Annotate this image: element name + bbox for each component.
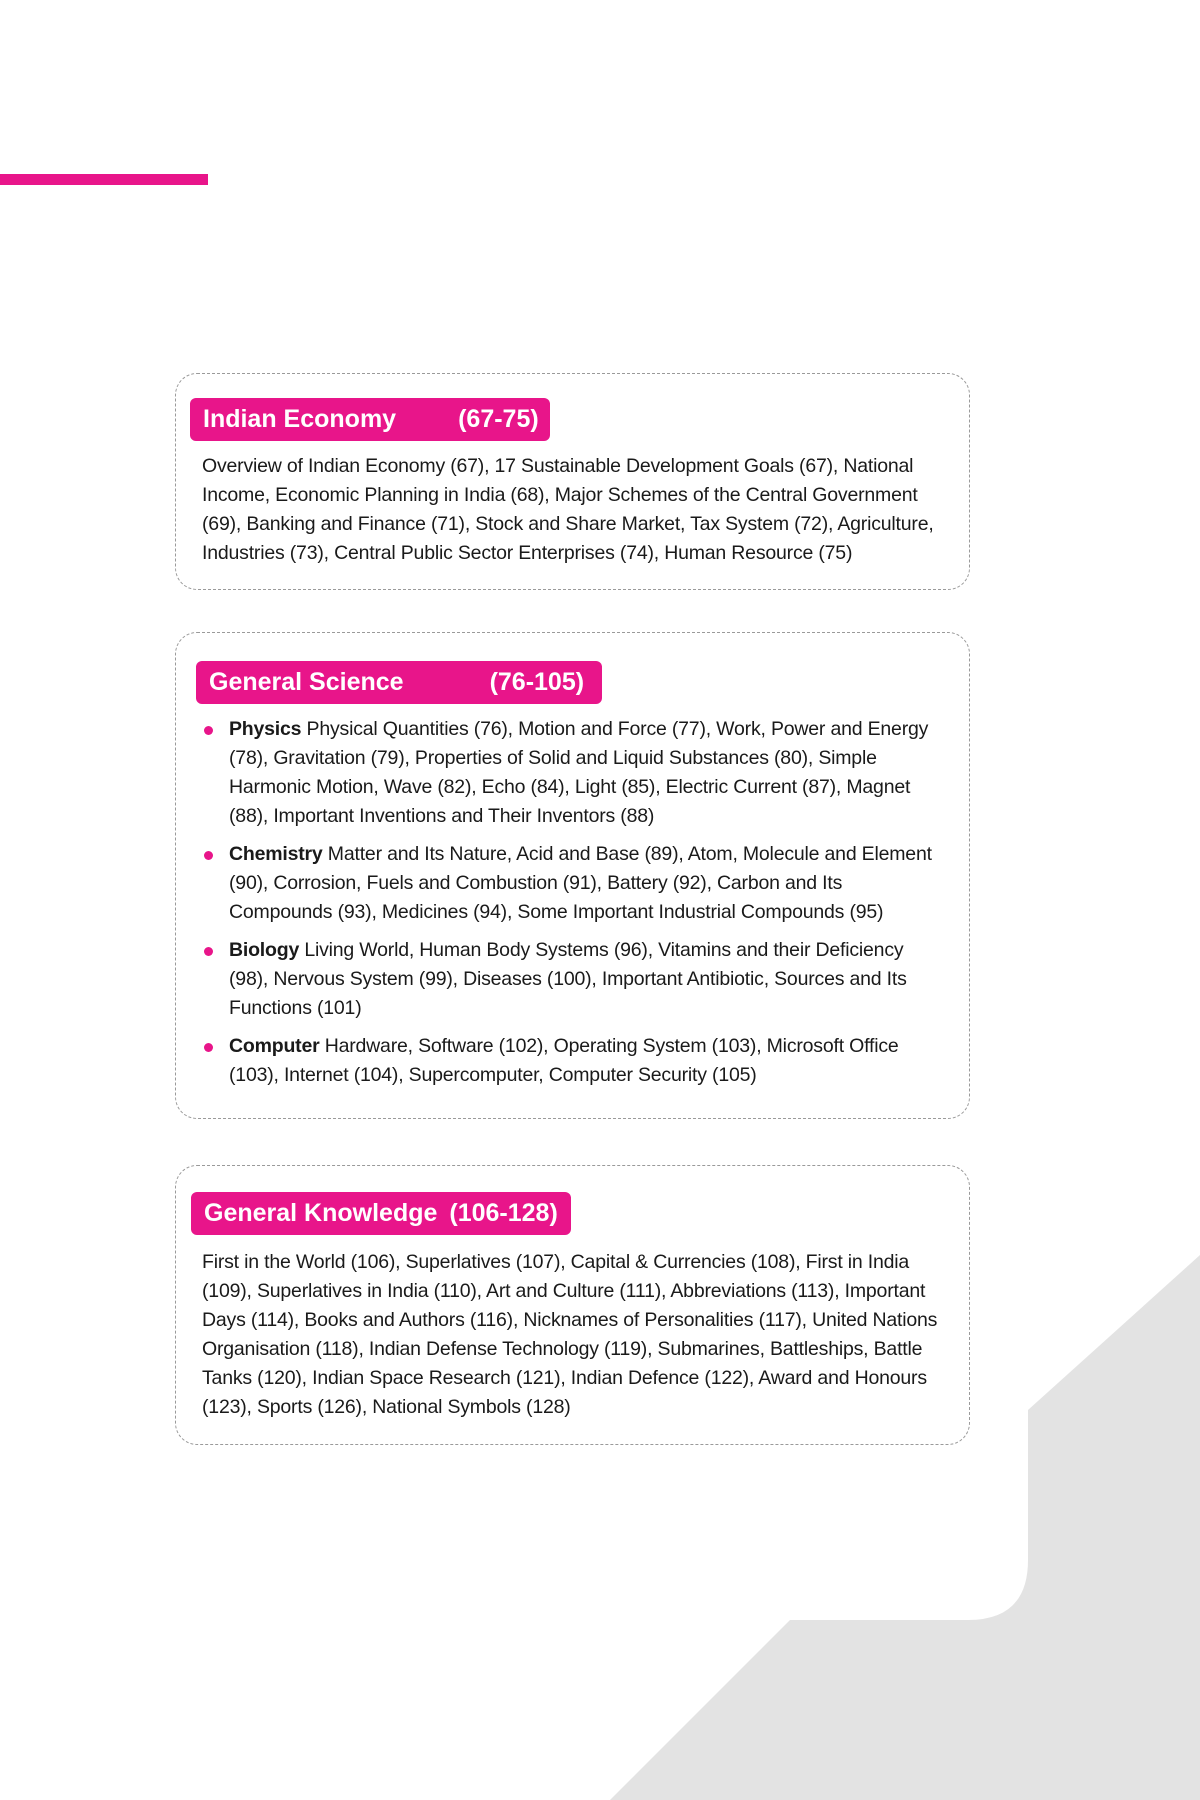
subject-name: Physics [229, 718, 302, 740]
section-contents: Overview of Indian Economy (67), 17 Sustainable Development Goals (67), National Income, Economic Planning in India (68), Major Schemes of the Central Government (69), Banking and Finance (71), Stock and Share Market, Tax System (72), Agriculture, Industries (73), Central Public Sector Enterprises (74), Human Resource (75) [202, 455, 934, 564]
subject-contents: Hardware, Software (102), Operating System (103), Microsoft Office (103), Internet (104), Supercomputer, Computer Security (105) [229, 1035, 899, 1086]
bullet-dot-icon [204, 851, 213, 860]
section-contents: First in the World (106), Superlatives (107), Capital & Currencies (108), First in India (109), Superlatives in India (110), Art and Culture (111), Abbreviations (113), Important Days (114), Books and Authors (116), Nicknames of Personalities (117), United Nations Organisation (118), Indian Defense Technology (119), Submarines, Battleships, Battle Tanks (120), Indian Space Research (121), Indian Defence (122), Award and Honours (123), Sports (126), National Symbols (128) [202, 1251, 938, 1418]
section-title-tag [196, 661, 602, 704]
subject-contents: Matter and Its Nature, Acid and Base (89), Atom, Molecule and Element (90), Corrosion, Fuels and Combustion (91), Battery (92), Carbon and Its Compounds (93), Medicines (94), Some Important Industrial Compounds (95) [229, 843, 932, 923]
section-title: Indian Economy [203, 405, 397, 433]
subject-name: Biology [229, 939, 300, 961]
bullet-dot-icon [204, 1043, 213, 1052]
section-indian-economy [175, 373, 970, 590]
section-title-tag [190, 398, 550, 441]
list-item-chemistry [202, 840, 941, 927]
page-range: (106-128) [449, 1199, 558, 1227]
subject-name: Chemistry [229, 843, 323, 865]
subject-contents: Living World, Human Body Systems (96), Vitamins and their Deficiency (98), Nervous System (99), Diseases (100), Important Antibiotic, Sources and Its Functions (101) [229, 939, 907, 1019]
section-title: General Knowledge [204, 1199, 438, 1227]
section-title: General Science [209, 668, 404, 696]
list-item-biology [202, 936, 941, 1023]
section-general-knowledge [175, 1165, 970, 1445]
section-general-science [175, 632, 970, 1119]
page-range: (67-75) [458, 405, 539, 433]
subject-list [202, 715, 941, 1099]
bullet-dot-icon [204, 947, 213, 956]
bullet-dot-icon [204, 726, 213, 735]
page-range: (76-105) [489, 668, 585, 696]
section-title-tag [191, 1192, 571, 1235]
subject-name: Computer [229, 1035, 320, 1057]
header-accent-bar [0, 174, 208, 185]
list-item-computer [202, 1032, 941, 1090]
subject-contents: Physical Quantities (76), Motion and Force (77), Work, Power and Energy (78), Gravitation (79), Properties of Solid and Liquid Substances (80), Simple Harmonic Motion, Wave (82), Echo (84), Light (85), Electric Current (87), Magnet (88), Important Inventions and Their Inventors (88) [229, 718, 929, 827]
list-item-physics [202, 715, 941, 831]
